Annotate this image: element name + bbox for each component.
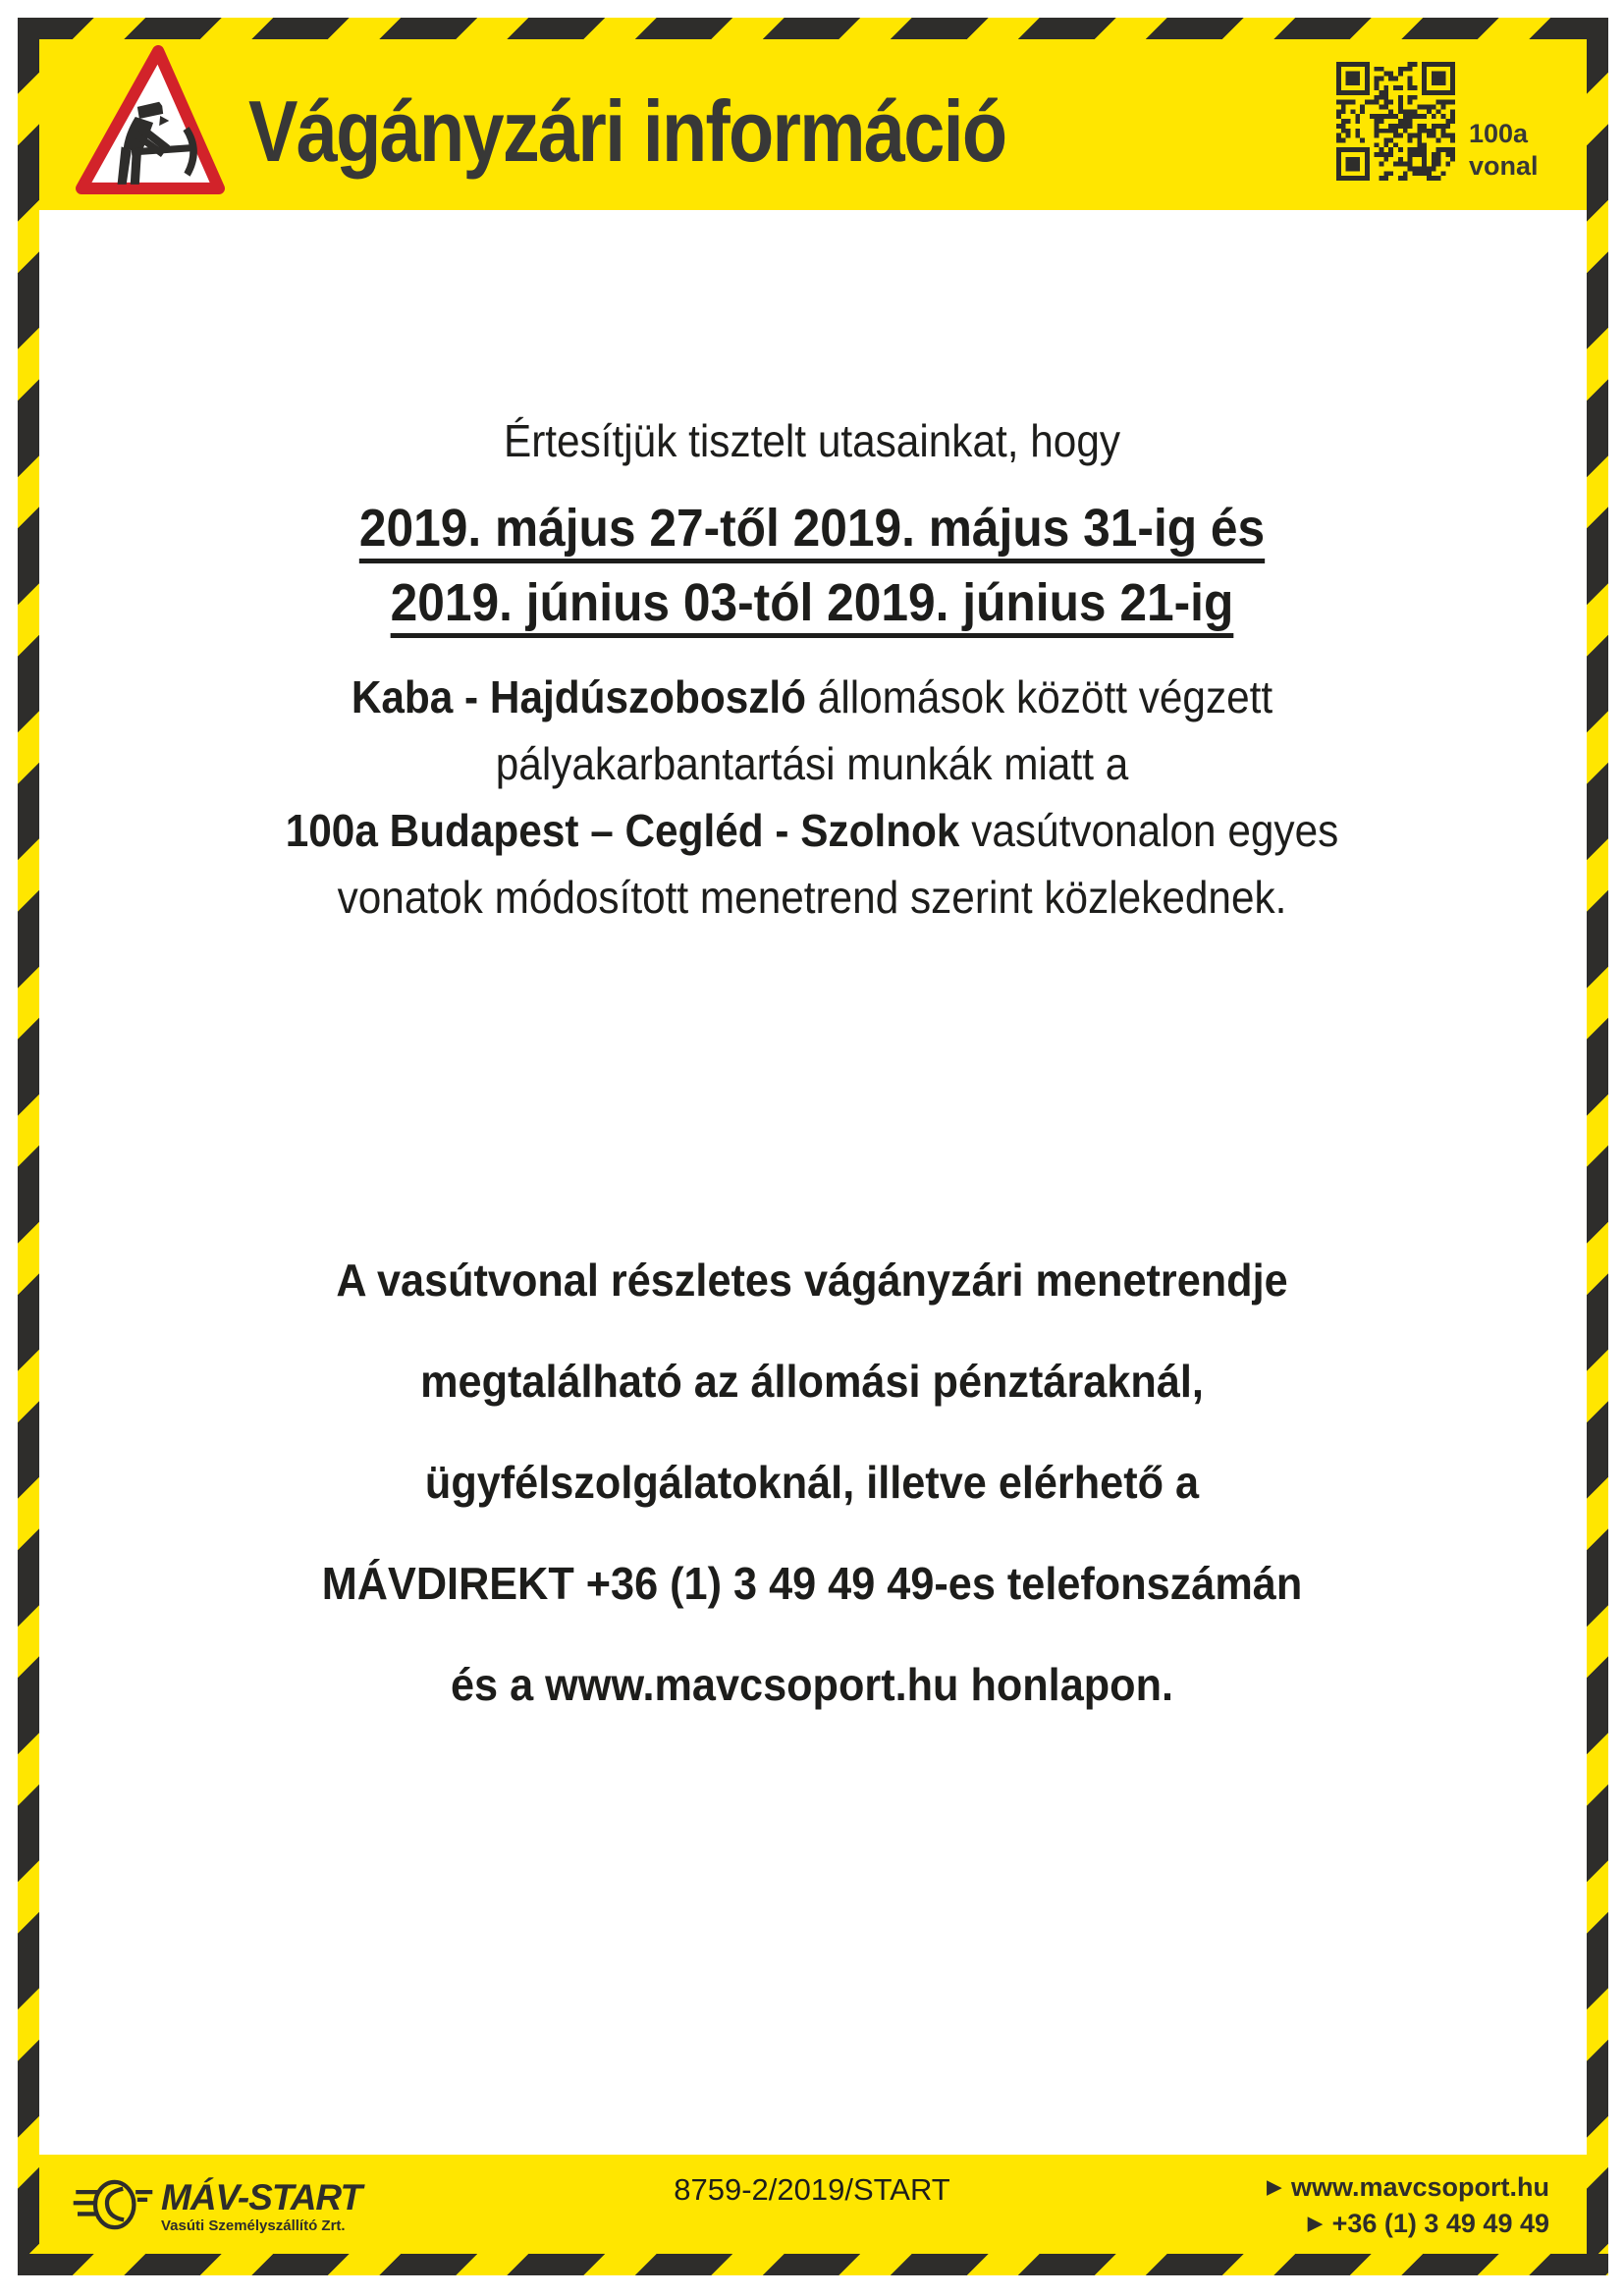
play-arrow-icon: ▶ xyxy=(1307,2214,1323,2234)
footer-contacts xyxy=(1267,2169,1549,2242)
notice-text: vasútvonalon egyes xyxy=(959,805,1339,856)
play-arrow-icon: ▶ xyxy=(1267,2177,1281,2198)
closure-date-range-2: 2019. június 03-tól 2019. június 21-ig xyxy=(390,573,1234,632)
hazard-tape-top xyxy=(18,18,1608,39)
railway-line-name: 100a Budapest – Cegléd - Szolnok xyxy=(285,805,960,856)
notice-intro: Értesítjük tisztelt utasainkat, hogy xyxy=(503,415,1121,466)
info-line: és a www.mavcsoport.hu honlapon. xyxy=(451,1659,1173,1710)
page-title: Vágányzári információ xyxy=(248,82,1006,180)
logo-subtitle: Vasúti Személyszállító Zrt. xyxy=(161,2217,346,2234)
website-row xyxy=(1267,2169,1549,2206)
info-line: ügyfélszolgálatoknál, illetve elérhető a xyxy=(424,1457,1200,1508)
line-badge-number: 100a xyxy=(1469,119,1529,148)
website-url: www.mavcsoport.hu xyxy=(1290,2172,1549,2202)
phone-number: +36 (1) 3 49 49 49 xyxy=(1331,2209,1549,2238)
track-worker-warning-triangle-icon xyxy=(72,45,227,194)
line-badge-word: vonal xyxy=(1469,151,1539,181)
info-line: megtalálható az állomási pénztáraknál, xyxy=(420,1356,1204,1407)
notice-paragraph-line: pályakarbantartási munkák miatt a xyxy=(495,738,1129,789)
notice-text: állomások között végzett xyxy=(806,671,1273,722)
info-line: MÁVDIREKT +36 (1) 3 49 49 49-es telefonszámán xyxy=(321,1558,1303,1609)
qr-code-icon xyxy=(1336,62,1455,181)
notice-paragraph-line: vonatok módosított menetrend szerint közlekednek. xyxy=(337,872,1287,923)
notice-paragraph xyxy=(65,664,1559,931)
notice-paragraph-line xyxy=(65,664,1559,730)
hazard-tape-bottom xyxy=(18,2254,1608,2275)
line-badge xyxy=(1469,118,1539,183)
hazard-tape-right xyxy=(1587,18,1608,2275)
info-block xyxy=(49,1230,1576,1735)
closure-date-range-1: 2019. május 27-től 2019. május 31-ig és xyxy=(358,499,1266,558)
phone-row xyxy=(1267,2206,1549,2242)
info-line: A vasútvonal részletes vágányzári menetrendje xyxy=(336,1255,1288,1306)
notice-paragraph-line xyxy=(65,797,1559,864)
document-reference: 8759-2/2019/START xyxy=(674,2172,950,2207)
hazard-tape-left xyxy=(18,18,39,2275)
station-range: Kaba - Hajdúszoboszló xyxy=(351,671,807,722)
logo-title: MÁV-START xyxy=(161,2177,362,2217)
